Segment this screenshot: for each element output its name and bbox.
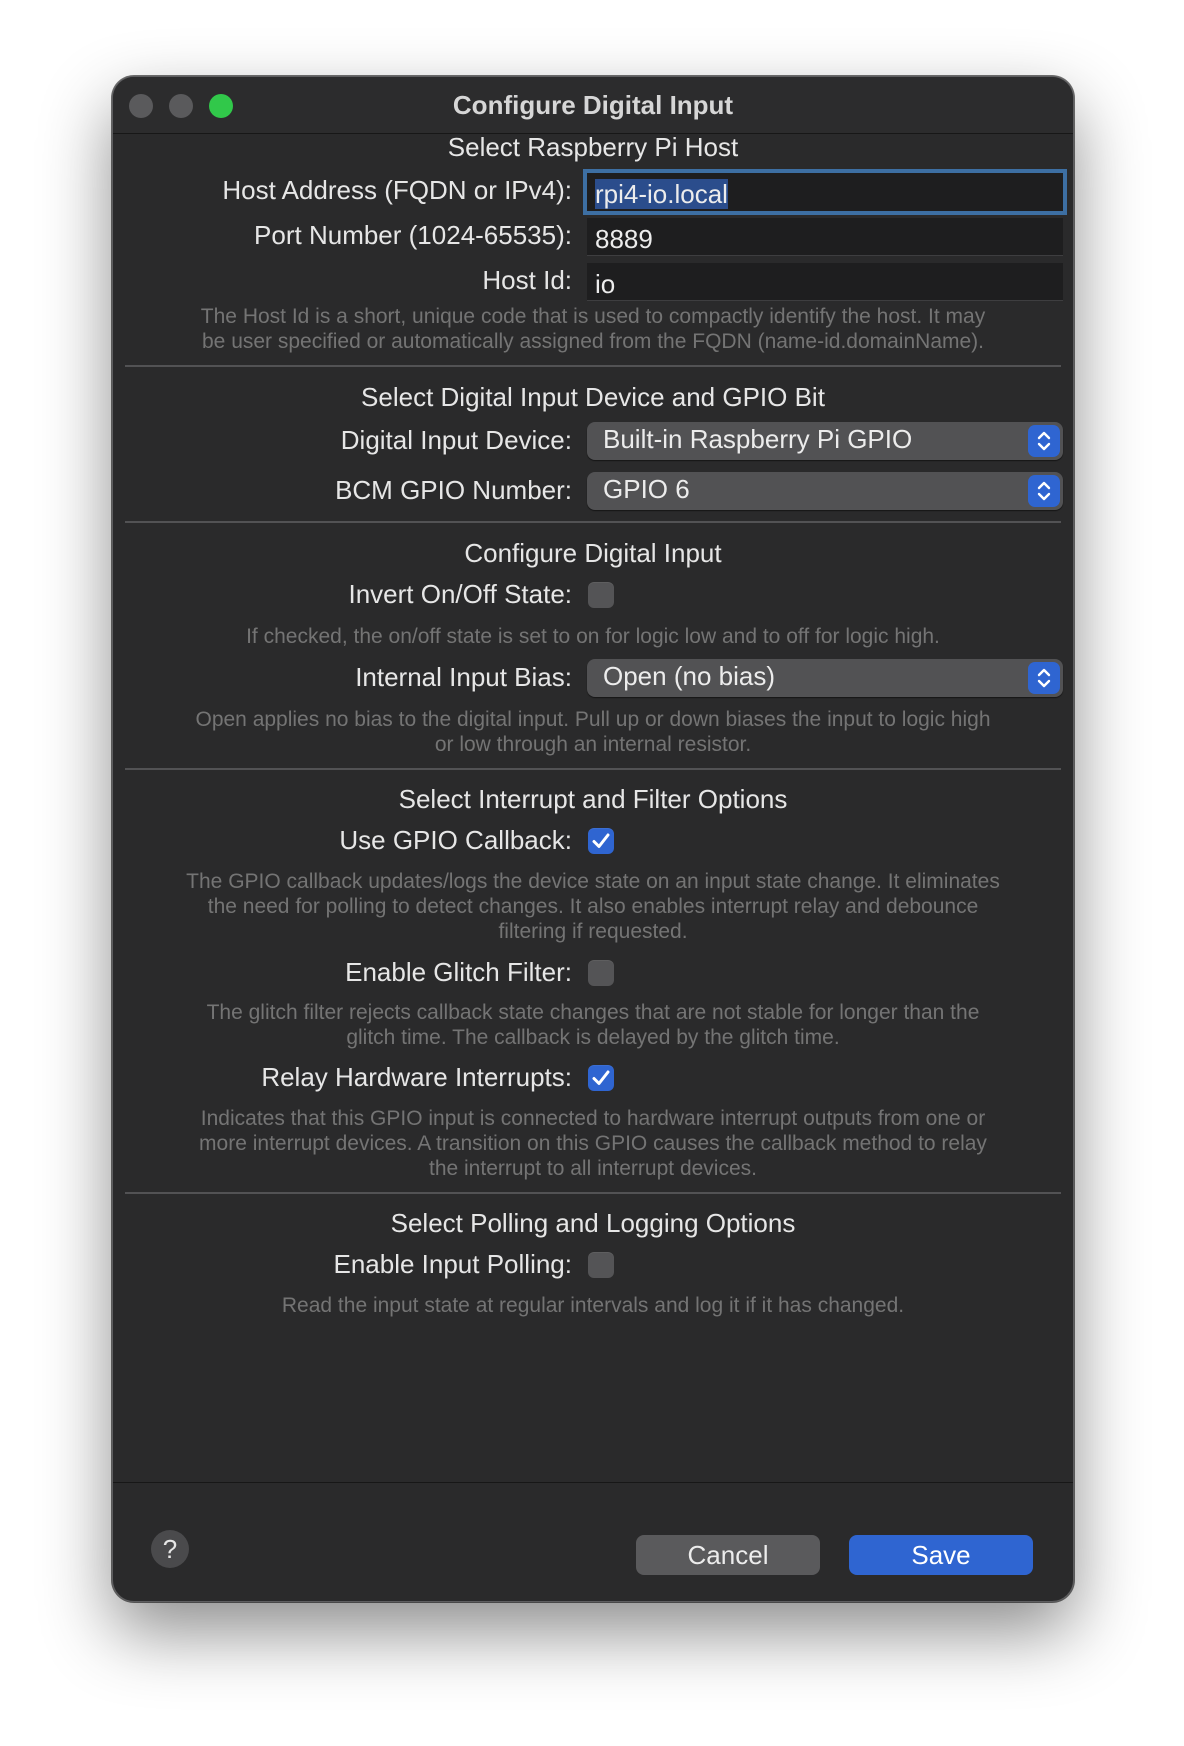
checkmark-icon [588, 1065, 614, 1091]
section-divider [125, 768, 1061, 770]
use-gpio-callback-checkbox[interactable] [588, 828, 614, 854]
bcm-gpio-number-label: BCM GPIO Number: [335, 475, 572, 505]
relay-interrupts-help-line-2: more interrupt devices. A transition on this GPIO causes the callback method to relay [199, 1132, 987, 1155]
internal-input-bias-popup[interactable] [587, 659, 1063, 697]
host-id-field[interactable]: io [587, 263, 1063, 301]
enable-glitch-filter-label: Enable Glitch Filter: [345, 957, 572, 987]
host-id-label: Host Id: [482, 265, 572, 295]
help-button[interactable]: ? [151, 1530, 189, 1568]
relay-hardware-interrupts-checkbox[interactable] [588, 1065, 614, 1091]
host-address-value: rpi4-io.local [595, 179, 728, 209]
host-address-field[interactable] [587, 173, 1063, 211]
invert-state-help: If checked, the on/off state is set to on for logic low and to off for logic high. [246, 625, 940, 648]
host-address-label: Host Address (FQDN or IPv4): [222, 175, 572, 205]
checkmark-icon [588, 828, 614, 854]
host-section-heading: Select Raspberry Pi Host [447, 132, 739, 162]
port-number-label: Port Number (1024-65535): [254, 220, 572, 250]
device-section-heading: Select Digital Input Device and GPIO Bit [361, 382, 825, 412]
section-divider [125, 365, 1061, 367]
footer-separator [113, 1482, 1073, 1483]
section-divider [125, 1192, 1061, 1194]
relay-interrupts-help-line-1: Indicates that this GPIO input is connected to hardware interrupt outputs from one or [200, 1107, 986, 1130]
window-title: Configure Digital Input [452, 90, 734, 120]
bcm-gpio-number-popup[interactable] [587, 472, 1063, 510]
enable-glitch-filter-checkbox[interactable] [588, 960, 614, 986]
title-bar [113, 77, 1073, 134]
configure-digital-input-dialog [112, 76, 1074, 1602]
glitch-filter-help-line-1: The glitch filter rejects callback state changes that are not stable for longer than the [206, 1001, 980, 1024]
cancel-button[interactable]: Cancel [636, 1535, 820, 1575]
port-number-field[interactable]: 8889 [587, 218, 1063, 256]
invert-state-checkbox[interactable] [588, 582, 614, 608]
input-polling-help: Read the input state at regular intervals and log it if it has changed. [281, 1294, 905, 1317]
gpio-callback-help-line-3: filtering if requested. [498, 920, 688, 943]
interrupt-section-heading: Select Interrupt and Filter Options [398, 784, 788, 814]
host-id-help-line-1: The Host Id is a short, unique code that is used to compactly identify the host. It may [200, 305, 986, 328]
bcm-gpio-number-value: GPIO 6 [603, 474, 690, 504]
enable-input-polling-checkbox[interactable] [588, 1252, 614, 1278]
host-id-help-line-2: be user specified or automatically assigned from the FQDN (name-id.domainName). [202, 330, 984, 353]
digital-input-device-popup[interactable] [587, 422, 1063, 460]
invert-state-label: Invert On/Off State: [348, 579, 572, 609]
digital-input-device-label: Digital Input Device: [340, 425, 572, 455]
input-section-heading: Configure Digital Input [464, 538, 722, 568]
save-button[interactable]: Save [849, 1535, 1033, 1575]
internal-input-bias-label: Internal Input Bias: [355, 662, 572, 692]
input-bias-help-line-1: Open applies no bias to the digital input. Pull up or down biases the input to logic high [195, 708, 991, 731]
up-down-chevron-icon [1028, 662, 1060, 694]
section-divider [125, 521, 1061, 523]
gpio-callback-help-line-1: The GPIO callback updates/logs the device state on an input state change. It eliminates [186, 870, 1000, 893]
input-bias-help-line-2: or low through an internal resistor. [434, 733, 752, 756]
up-down-chevron-icon [1028, 475, 1060, 507]
up-down-chevron-icon [1028, 425, 1060, 457]
internal-input-bias-value: Open (no bias) [603, 661, 775, 691]
use-gpio-callback-label: Use GPIO Callback: [339, 825, 572, 855]
glitch-filter-help-line-2: glitch time. The callback is delayed by the glitch time. [346, 1026, 840, 1049]
relay-interrupts-help-line-3: the interrupt to all interrupt devices. [428, 1157, 757, 1180]
relay-hardware-interrupts-label: Relay Hardware Interrupts: [261, 1062, 572, 1092]
enable-input-polling-label: Enable Input Polling: [333, 1249, 572, 1279]
digital-input-device-value: Built-in Raspberry Pi GPIO [603, 424, 913, 454]
polling-section-heading: Select Polling and Logging Options [390, 1208, 796, 1238]
gpio-callback-help-line-2: the need for polling to detect changes. It also enables interrupt relay and debounce [207, 895, 979, 918]
